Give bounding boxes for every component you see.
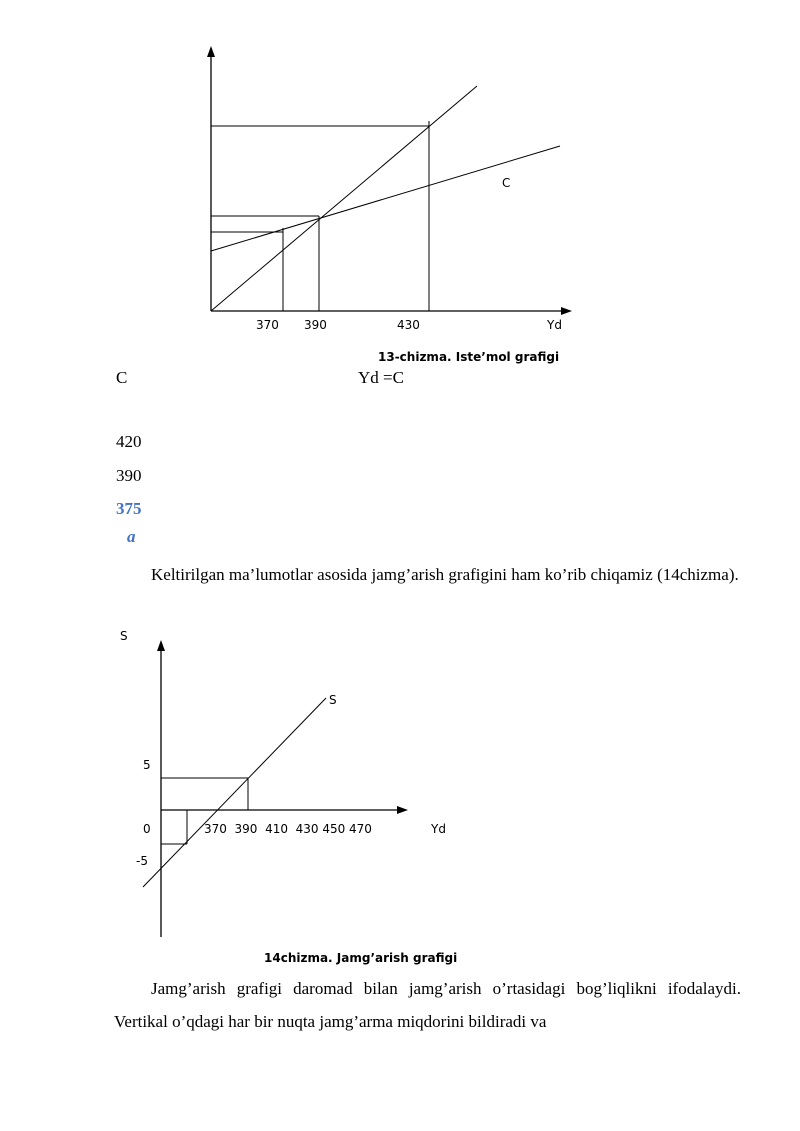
value-420: 420 xyxy=(116,432,142,451)
value-390: 390 xyxy=(116,466,142,485)
s-y-axis-label: S xyxy=(120,629,128,643)
y-axis-arrow-icon xyxy=(207,46,215,57)
paragraph-intro: Keltirilgan ma’lumotlar asosida jamg’arish grafigini ham ko’rib chiqamiz (14chizma). xyxy=(151,565,739,584)
yd-equals-c: Yd =C xyxy=(358,368,404,387)
chart2-caption: 14chizma. Jamg’arish grafigi xyxy=(264,951,458,965)
chart1-caption: 13-chizma. Iste’mol grafigi xyxy=(378,350,560,364)
bisector-line xyxy=(211,86,477,311)
paragraph-description: Jamg’arish grafigi daromad bilan jamg’arish o’rtasidagi bog’liqlikni ifodalaydi. Vertikal o’qdagi har bir nuqta jamg’arma miqdorini bildiradi va xyxy=(114,979,741,1031)
x-tick-390: 390 xyxy=(304,318,327,332)
s-y-tick-neg5: -5 xyxy=(136,854,148,868)
consumption-curve-label: C xyxy=(502,176,511,190)
x-tick-370: 370 xyxy=(256,318,279,332)
x-tick-430: 430 xyxy=(397,318,420,332)
s-x-axis-arrow-icon xyxy=(397,806,408,814)
consumption-line xyxy=(211,146,560,251)
a-mark: a xyxy=(127,527,136,546)
s-zero-label: 0 xyxy=(143,822,151,836)
s-y-axis-arrow-icon xyxy=(157,640,165,651)
consumption-chart xyxy=(0,0,800,380)
x-axis-label: Yd xyxy=(547,318,562,332)
x-axis-arrow-icon xyxy=(561,307,572,315)
s-x-axis-label: Yd xyxy=(431,822,446,836)
savings-line xyxy=(143,698,326,887)
s-x-ticks: 370 390 410 430 450 470 xyxy=(204,822,372,836)
value-375: 375 xyxy=(116,499,142,518)
s-y-tick-5: 5 xyxy=(143,758,151,772)
c-label: C xyxy=(116,368,128,387)
savings-curve-label: S xyxy=(329,693,337,707)
